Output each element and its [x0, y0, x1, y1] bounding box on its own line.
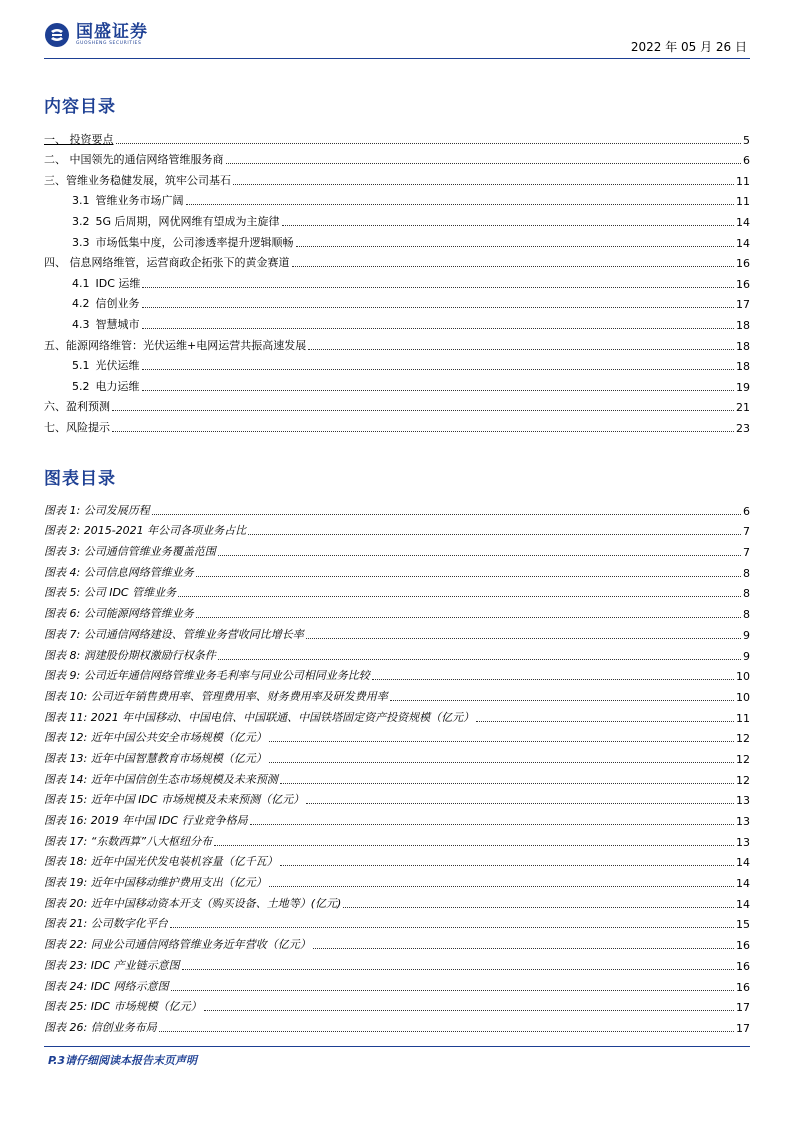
figure-entry[interactable] [44, 807, 750, 828]
toc-entry-label [72, 192, 184, 208]
toc-entry-label [72, 213, 280, 229]
toc-entry-text: 二、 中国领先的通信网络管维服务商 [44, 153, 224, 167]
dot-leader [306, 803, 734, 804]
dot-leader [182, 969, 734, 970]
toc-entry-text: 智慧城市 [95, 317, 140, 331]
toc-entry-number: 4.1 [72, 276, 90, 290]
toc-entry-text: 四、 信息网络维管，运营商政企拓张下的黄金赛道 [44, 256, 290, 270]
figure-entry-page: 12 [736, 773, 750, 787]
toc-entry-label [72, 378, 140, 394]
figure-entry-page: 14 [736, 856, 750, 870]
dot-leader [280, 783, 734, 784]
dot-leader [250, 824, 734, 825]
toc-entry-page: 6 [743, 154, 750, 168]
dot-leader [306, 638, 741, 639]
toc-entry[interactable] [44, 311, 750, 332]
toc-entry-text: 一、 投资要点 [44, 132, 114, 146]
figures-list [44, 497, 750, 1035]
figure-entry-page: 9 [743, 649, 750, 663]
table-of-contents [44, 126, 750, 435]
figure-entry[interactable] [44, 869, 750, 890]
dot-leader [204, 1010, 734, 1011]
figure-entry-page: 10 [736, 670, 750, 684]
dot-leader [152, 514, 741, 515]
header-divider [44, 58, 750, 59]
toc-entry-page: 5 [743, 133, 750, 147]
figure-entry-label: 图表 6: 公司能源网络管维业务 [44, 607, 194, 621]
figure-entry-page: 8 [743, 608, 750, 622]
figure-entry-page: 13 [736, 815, 750, 828]
figure-entry-label: 图表 17: “东数西算”八大枢纽分布 [44, 834, 213, 848]
toc-entry-text: 管维业务市场广阔 [95, 194, 184, 208]
figure-entry-page: 16 [736, 939, 750, 953]
toc-entry-label [72, 357, 140, 373]
toc-entry-label [44, 419, 110, 435]
toc-entry-label [44, 337, 306, 353]
toc-entry-text: 电力运维 [95, 379, 140, 393]
figure-entry-page: 9 [743, 628, 750, 642]
figure-entry-label: 图表 13: 近年中国智慧教育市场规模（亿元） [44, 751, 267, 765]
toc-entry-label [44, 131, 114, 147]
dot-leader [142, 328, 735, 329]
dot-leader [159, 1031, 734, 1032]
dot-leader [476, 721, 734, 722]
toc-entry-label [72, 295, 140, 311]
toc-entry[interactable] [44, 394, 750, 415]
toc-entry-label [72, 234, 294, 250]
toc-entry[interactable] [44, 250, 750, 271]
toc-entry-text: 七、风险提示 [44, 420, 110, 434]
toc-entry-text: 光伏运维 [95, 359, 140, 373]
toc-entry-text: IDC 运维 [95, 276, 141, 290]
figure-entry-label: 图表 9: 公司近年通信网络管维业务毛利率与同业公司相同业务比较 [44, 669, 370, 683]
figure-entry-page: 16 [736, 959, 750, 973]
dot-leader [142, 307, 735, 308]
figure-entry-page: 14 [736, 877, 750, 891]
figure-entry-label: 图表 1: 公司发展历程 [44, 503, 150, 517]
dot-leader [142, 287, 734, 288]
figure-entry-page: 7 [743, 546, 750, 560]
dot-leader [170, 927, 734, 928]
figure-entry-label: 图表 3: 公司通信管维业务覆盖范围 [44, 545, 216, 559]
figure-entry[interactable] [44, 994, 750, 1015]
footer-disclaimer: P.3请仔细阅读本报告末页声明 [48, 1054, 198, 1067]
figure-entry-page: 13 [736, 835, 750, 849]
dot-leader [142, 390, 735, 391]
figure-entry-label: 图表 18: 近年中国光伏发电装机容量（亿千瓦） [44, 855, 278, 869]
figure-entry-label: 图表 15: 近年中国 IDC 市场规模及未来预测（亿元） [44, 793, 305, 807]
toc-entry-label [72, 275, 140, 291]
dot-leader [390, 700, 734, 701]
figure-entry[interactable] [44, 1014, 750, 1035]
toc-entry[interactable] [44, 147, 750, 168]
toc-entry-number: 5.1 [72, 359, 90, 373]
figure-entry[interactable] [44, 849, 750, 870]
figure-entry[interactable] [44, 725, 750, 746]
logo-chinese-name: 国盛证券 [76, 22, 148, 42]
dot-leader [112, 410, 734, 411]
figure-entry[interactable] [44, 580, 750, 601]
figure-entry-label: 图表 20: 近年中国移动资本开支（购买设备、土地等）(亿元) [44, 896, 342, 910]
figure-entry-label: 图表 16: 2019 年中国 IDC 行业竞争格局 [44, 814, 248, 827]
dot-leader [292, 266, 735, 267]
toc-entry-page: 23 [736, 421, 750, 435]
figure-entry-page: 16 [736, 980, 750, 994]
dot-leader [269, 741, 734, 742]
toc-entry-page: 11 [736, 195, 750, 209]
figure-entry-label: 图表 10: 公司近年销售费用率、管理费用率、财务费用率及研发费用率 [44, 689, 388, 703]
figure-entry-label: 图表 24: IDC 网络示意图 [44, 979, 169, 993]
figure-entry[interactable] [44, 683, 750, 704]
figure-entry-page: 8 [743, 587, 750, 601]
dot-leader [280, 865, 734, 866]
figure-entry-page: 17 [736, 1021, 750, 1035]
figure-entry-label: 图表 19: 近年中国移动维护费用支出（亿元） [44, 876, 267, 890]
figure-entry-label: 图表 14: 近年中国信创生态市场规模及未来预测 [44, 772, 278, 786]
dot-leader [116, 143, 742, 144]
toc-entry-label [44, 151, 224, 167]
dot-leader [343, 907, 734, 908]
toc-entry-page: 16 [736, 277, 750, 291]
toc-entry-page: 19 [736, 380, 750, 394]
figure-entry-page: 6 [743, 504, 750, 518]
logo-mark-icon [44, 22, 70, 48]
figure-entry-label: 图表 22: 同业公司通信网络管维业务近年营收（亿元） [44, 938, 311, 952]
figure-entry[interactable] [44, 497, 750, 518]
figure-entry-label: 图表 4: 公司信息网络管维业务 [44, 565, 194, 579]
toc-entry[interactable] [44, 353, 750, 374]
dot-leader [233, 184, 734, 185]
toc-entry-text: 三、管维业务稳健发展，筑牢公司基石 [44, 173, 231, 187]
dot-leader [269, 762, 734, 763]
figure-entry[interactable] [44, 931, 750, 952]
figure-entry[interactable] [44, 911, 750, 932]
toc-entry[interactable] [44, 188, 750, 209]
dot-leader [226, 163, 742, 164]
toc-entry[interactable] [44, 167, 750, 188]
figure-entry-label: 图表 5: 公司 IDC 管维业务 [44, 586, 177, 600]
toc-entry[interactable] [44, 373, 750, 394]
toc-entry[interactable] [44, 270, 750, 291]
dot-leader [186, 204, 735, 205]
dot-leader [218, 659, 741, 660]
figure-entry-page: 10 [736, 690, 750, 704]
dot-leader [372, 679, 734, 680]
toc-entry-page: 16 [736, 257, 750, 271]
figure-entry[interactable] [44, 952, 750, 973]
figure-entry[interactable] [44, 559, 750, 580]
figure-entry[interactable] [44, 621, 750, 642]
figure-entry-page: 7 [743, 525, 750, 539]
toc-entry[interactable] [44, 291, 750, 312]
dot-leader [112, 431, 734, 432]
toc-entry-text: 5G 后周期，网优网维有望成为主旋律 [95, 214, 280, 228]
dot-leader [142, 369, 735, 370]
toc-entry-number: 3.1 [72, 194, 90, 208]
figure-entry[interactable] [44, 518, 750, 539]
figure-entry-page: 15 [736, 918, 750, 932]
toc-entry-number: 4.3 [72, 317, 90, 331]
toc-entry-page: 21 [736, 401, 750, 415]
dot-leader [313, 948, 734, 949]
dot-leader [218, 555, 741, 556]
figure-entry-page: 14 [736, 897, 750, 911]
figure-entry-label: 图表 11: 2021 年中国移动、中国电信、中国联通、中国铁塔固定资产投资规模（亿元） [44, 710, 475, 724]
figure-entry[interactable] [44, 704, 750, 725]
toc-entry[interactable] [44, 332, 750, 353]
report-date: 2022 年 05 月 26 日 [630, 40, 747, 54]
toc-entry-page: 18 [736, 318, 750, 332]
company-logo [44, 22, 148, 48]
figure-entry-label: 图表 8: 润建股份期权激励行权条件 [44, 648, 216, 662]
dot-leader [248, 534, 741, 535]
figure-entry-page: 12 [736, 732, 750, 746]
toc-entry-text: 六、盈利预测 [44, 400, 110, 414]
toc-entry-page: 18 [736, 339, 750, 353]
toc-entry-label [44, 172, 231, 188]
figure-entry[interactable] [44, 600, 750, 621]
toc-entry-label [44, 398, 110, 414]
dot-leader [214, 845, 734, 846]
figure-entry[interactable] [44, 745, 750, 766]
figure-entry[interactable] [44, 642, 750, 663]
dot-leader [269, 886, 734, 887]
toc-entry-number: 4.2 [72, 297, 90, 311]
figure-entry-page: 11 [736, 711, 750, 725]
page-header [0, 0, 793, 60]
logo-english-name: GUOSHENG SECURITIES [76, 41, 142, 46]
toc-entry-page: 17 [736, 298, 750, 312]
toc-entry-label [44, 254, 290, 270]
dot-leader [178, 596, 741, 597]
figure-entry-label: 图表 7: 公司通信网络建设、管维业务营收同比增长率 [44, 627, 304, 641]
dot-leader [308, 349, 734, 350]
footer-divider [44, 1046, 750, 1047]
figure-entry[interactable] [44, 828, 750, 849]
toc-entry-label [72, 316, 140, 332]
toc-entry-text: 市场低集中度，公司渗透率提升逻辑顺畅 [95, 235, 294, 249]
figures-title: 图表目录 [44, 469, 116, 489]
toc-title: 内容目录 [44, 97, 116, 117]
figure-entry[interactable] [44, 538, 750, 559]
figure-entry-label: 图表 21: 公司数字化平台 [44, 917, 168, 931]
toc-entry-text: 五、能源网络维管：光伏运维+电网运营共振高速发展 [44, 338, 307, 352]
figure-entry-label: 图表 26: 信创业务布局 [44, 1020, 157, 1034]
toc-entry-page: 18 [736, 360, 750, 374]
toc-entry-page: 11 [736, 174, 750, 188]
figure-entry-label: 图表 25: IDC 市场规模（亿元） [44, 1000, 202, 1014]
dot-leader [296, 246, 735, 247]
figure-entry-page: 17 [736, 1001, 750, 1015]
toc-entry-number: 5.2 [72, 379, 90, 393]
toc-entry[interactable] [44, 414, 750, 435]
figure-entry[interactable] [44, 787, 750, 808]
figure-entry-label: 图表 23: IDC 产业链示意图 [44, 958, 180, 972]
dot-leader [282, 225, 734, 226]
toc-entry[interactable] [44, 229, 750, 250]
toc-entry-page: 14 [736, 236, 750, 250]
dot-leader [196, 576, 741, 577]
toc-entry-text: 信创业务 [95, 297, 140, 311]
figure-entry[interactable] [44, 663, 750, 684]
figure-entry[interactable] [44, 766, 750, 787]
dot-leader [196, 617, 741, 618]
figure-entry-label: 图表 2: 2015-2021 年公司各项业务占比 [44, 524, 247, 538]
toc-entry[interactable] [44, 208, 750, 229]
toc-entry-number: 3.2 [72, 214, 90, 228]
figure-entry-label: 图表 12: 近年中国公共安全市场规模（亿元） [44, 731, 267, 745]
toc-entry-number: 3.3 [72, 235, 90, 249]
figure-entry-page: 12 [736, 752, 750, 766]
dot-leader [171, 990, 734, 991]
toc-entry[interactable] [44, 126, 750, 147]
figure-entry-page: 13 [736, 794, 750, 808]
figure-entry[interactable] [44, 973, 750, 994]
figure-entry-page: 8 [743, 566, 750, 580]
figure-entry[interactable] [44, 890, 750, 911]
toc-entry-page: 14 [736, 215, 750, 229]
